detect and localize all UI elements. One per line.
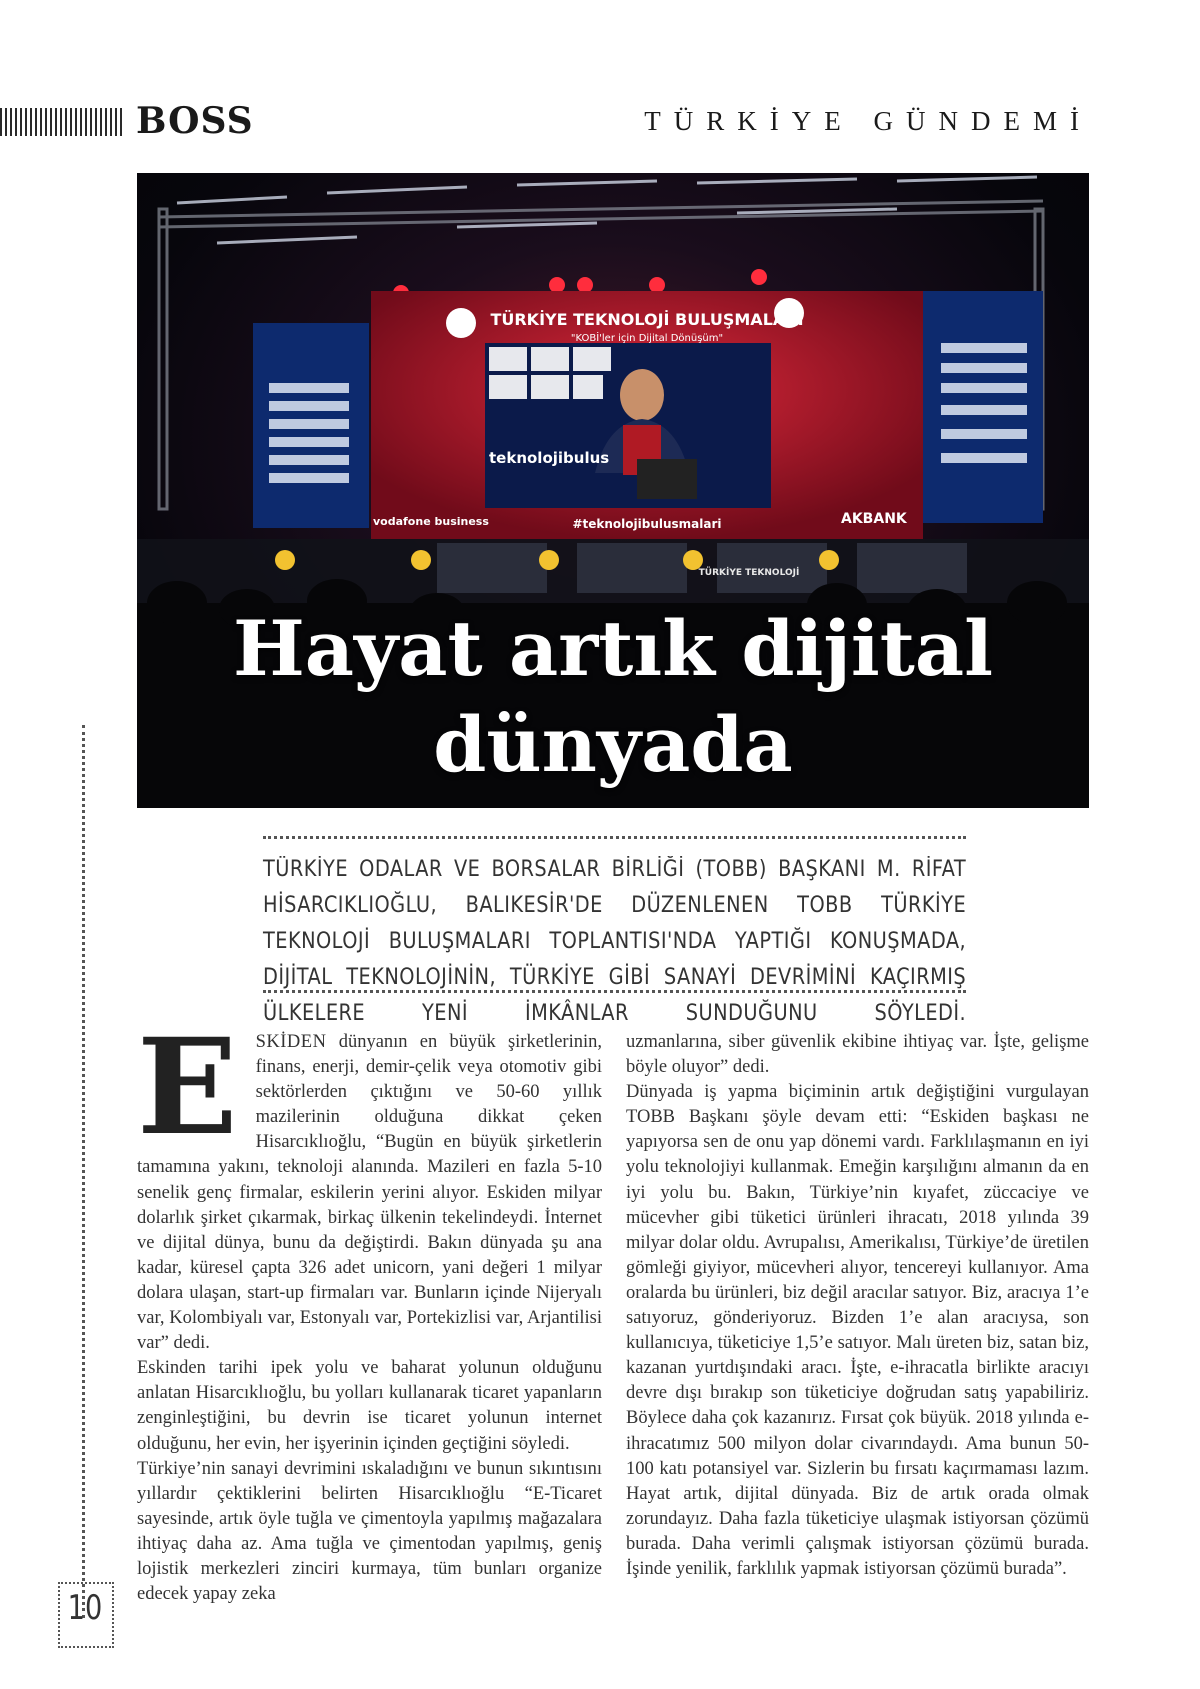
header-decorative-lines [0,108,122,136]
headline [137,601,1089,793]
lead-paragraph: TÜRKİYE ODALAR VE BORSALAR BİRLİĞİ (TOBB) BAŞKANI M. RİFAT HİSARCIKLIOĞLU, BALIKESİR'DE DÜZENLENEN TOBB TÜRKİYE TEKNOLOJİ BULUŞMALARI TOPLANTISI'NDA YAPTIĞI KONUŞMADA, DİJİTAL TEKNOLOJİNİN, TÜRKİYE GİBİ SANAYİ DEVRİMİNİ KAÇIRMIŞ ÜLKELERE YENİ İMKÂNLAR SUNDUĞUNU SÖYLEDİ. [263,857,967,1026]
paragraph: Türkiye’nin sanayi devrimini ıskaladığını ve bunun sıkıntısını yıllardır çektiklerini belirten Hisarcıklıoğlu “E-Ticaret sayesinde, artık öyle tuğla ve çimentoyla yapılmış mağazalara ihtiyaç daha az. Ama tuğla ve çimentodan yapılmış, geniş lojistik merkezleri zinciri kurmaya, tüm bunları organize edecek yapay zeka [137,1458,602,1605]
first-word: SKİDEN [255,1032,327,1052]
hero-photo [137,173,1089,808]
section-title: TÜRKİYE GÜNDEMİ [644,106,1092,136]
page-number: 10 [67,1588,103,1628]
headline-line-2: dünyada [433,700,793,789]
lead-divider-top [263,836,966,839]
paragraph: uzmanlarına, siber güvenlik ekibine ihtiyaç var. İşte, gelişme böyle oluyor” dedi. [626,1032,1089,1078]
page-frame-line [82,725,85,1618]
body-column-left [137,1010,602,1607]
paragraph [137,1010,602,1356]
sponsor-right-logo: AKBANK [841,511,907,527]
podium-label: TÜRKİYE TEKNOLOJİ [698,568,800,578]
video-screen-text: teknolojibulus [489,449,610,467]
paragraph: Eskinden tarihi ipek yolu ve baharat yolunun olduğunu anlatan Hisarcıklıoğlu, bu yolları kullanarak ticaret yapanların zenginleştiğini, bu devrin ise ticaret yolunun internet olduğunu, her evin, her işyerinin içinden geçtiğini söyledi. [137,1358,602,1454]
stage-hashtag: #teknolojibulusmalari [572,517,722,531]
paragraph: Dünyada iş yapma biçiminin artık değiştiğini vurgulayan TOBB Başkanı şöyle devam etti: “Eskiden başkası ne yapıyorsa sen de onu yap dönemi vardı. Farklılaşmanın en iyi yolu teknolojiyi kullanmak. Emeğin karşılığını almanın da en iyi yolu bu. Bakın, Türkiye’nin kıyafet, züccaciye ve mücevher gibi tüketici ürünleri ihracatı, 2018 yılında 39 milyar dolar oldu. Avrupalısı, Amerikalısı, Türkiye’de üretilen gömleği giyiyor, mücevheri alıyor, tencereyi kullanıyor. Ama oralarda bu ürünleri, biz değil aracılar satıyor. Biz, aracıya 1’e satıyoruz, gönderiyoruz. Bizden 1’e alan aracıysa, son kullanıcıya, tüketiciye 1,5’e satıyor. Malı üreten biz, satan biz, kazanan yurtdışındaki aracı. İşte, e-ihracatla birlikte aracıyı devre dışı bırakıp son tüketiciye doğrudan satış yapabiliriz. Böylece daha çok kazanırız. Fırsat çok büyük. 2018 yılında e-ihracatımız 500 milyon dolar civarındaydı. Ama bunun 50-100 katı potansiyel var. Sizlerin bu fırsatı kaçırmaması lazım. Hayat artık, dijital dünyada. Biz de artık orada olmak zorundayız. Daha fazla tüketiciye ulaşmak istiyorsan çözümü burada. Daha verimli çalışmak istiyorsan çözümü burada. İşinde yenilik, farklılık yapmak istiyorsan çözümü burada”. [626,1082,1089,1579]
stage-screen-subtitle: "KOBİ'ler için Dijital Dönüşüm" [570,333,724,344]
sponsor-left-logo: vodafone business [373,515,489,528]
body-column-right [626,1030,1089,1582]
stage-screen-title: TÜRKİYE TEKNOLOJİ BULUŞMALARI [490,310,804,329]
magazine-brand: BOSS [136,100,254,142]
headline-line-1: Hayat artık dijital [233,604,993,693]
lead-divider-bottom [263,990,966,993]
drop-cap: E [137,1010,238,1165]
paragraph-text: dünyanın en büyük şirketlerinin, finans, enerji, demir-çelik veya otomotiv gibi sektörlerden çıktığını ve 50-60 yıllık mazilerinin olduğuna dikkat çeken Hisarcıklıoğlu, “Bugün en büyük şirketlerin tamamına yakını, teknoloji alanında. Mazileri en fazla 5-10 senelik genç firmalar, eskilerin yerini alıyor. Eskiden milyar dolarlık şirket çıkarmak, birkaç ülkenin tekelindeydi. İnternet ve dijital dünya, bunu da değiştirdi. Bakın dünyada şu ana kadar, küresel çapta 326 adet unicorn, yani değeri 1 milyar dolara ulaşan, start-up firmaları var. Bunların içinde Nijeryalı var, Kolombiyalı var, Estonyalı var, Portekizlisi var, Arjantilisi var” dedi. [137,1032,602,1354]
